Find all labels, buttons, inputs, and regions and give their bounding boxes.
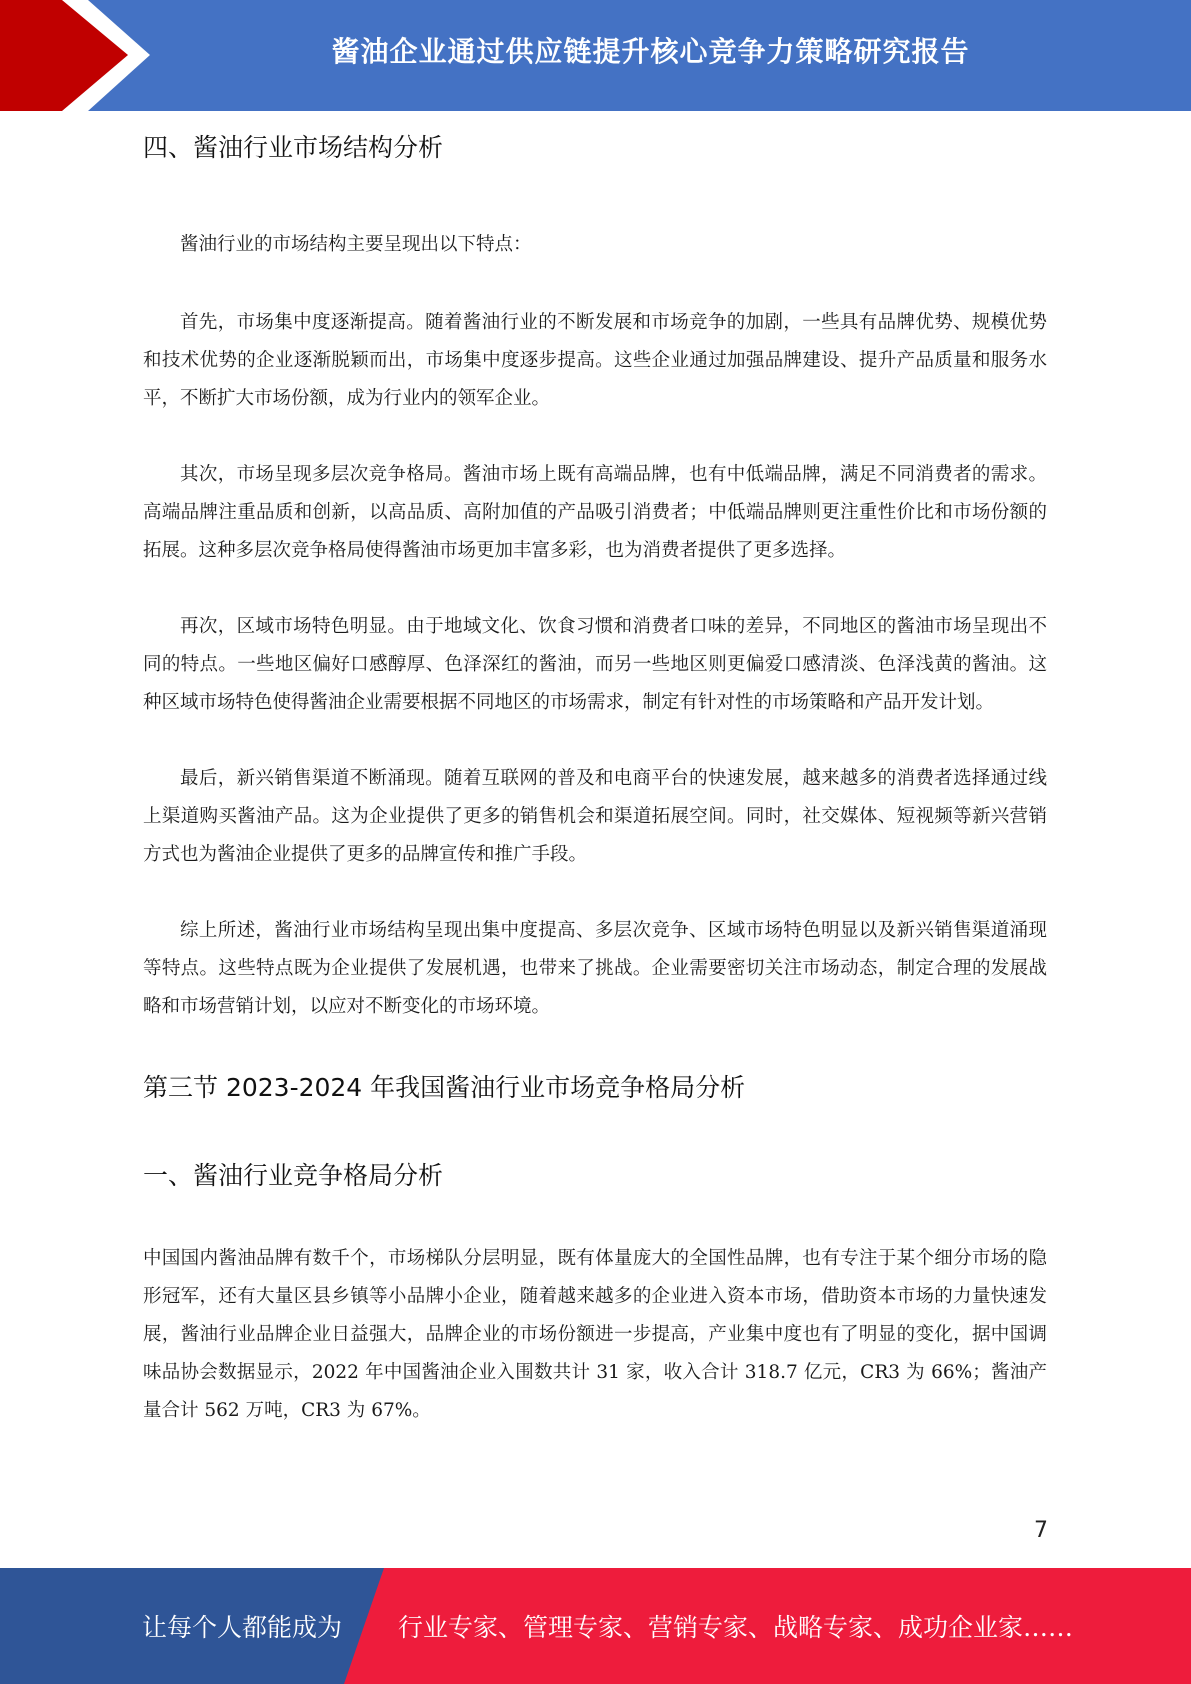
chapter-section-heading: 第三节 2023-2024 年我国酱油行业市场竞争格局分析 xyxy=(143,1073,746,1102)
section-heading: 四、酱油行业市场结构分析 xyxy=(143,133,444,162)
header-banner xyxy=(0,0,1191,111)
footer-banner xyxy=(0,1568,1191,1684)
report-title: 酱油企业通过供应链提升核心竞争力策略研究报告 xyxy=(331,35,970,68)
footer-slogan-left: 让每个人都能成为 xyxy=(142,1613,343,1642)
page-content xyxy=(143,128,1047,1430)
paragraph-last: 最后，新兴销售渠道不断涌现。随着互联网的普及和电商平台的快速发展，越来越多的消费者选择通过线上渠道购买酱油产品。这为企业提供了更多的销售机会和渠道拓展空间。同时，社交媒体、短视频等新兴营销方式也为酱油企业提供了更多的品牌宣传和推广手段。 xyxy=(143,768,1047,865)
page-number: 7 xyxy=(1034,1518,1048,1543)
paragraph-summary: 综上所述，酱油行业市场结构呈现出集中度提高、多层次竞争、区域市场特色明显以及新兴销售渠道涌现等特点。这些特点既为企业提供了发展机遇，也带来了挑战。企业需要密切关注市场动态，制定合理的发展战略和市场营销计划，以应对不断变化的市场环境。 xyxy=(143,920,1047,1017)
paragraph-second: 其次，市场呈现多层次竞争格局。酱油市场上既有高端品牌，也有中低端品牌，满足不同消费者的需求。高端品牌注重品质和创新，以高品质、高附加值的产品吸引消费者；中低端品牌则更注重性价比和市场份额的拓展。这种多层次竞争格局使得酱油市场更加丰富多彩，也为消费者提供了更多选择。 xyxy=(143,464,1047,561)
paragraph-first: 首先，市场集中度逐渐提高。随着酱油行业的不断发展和市场竞争的加剧，一些具有品牌优势、规模优势和技术优势的企业逐渐脱颖而出，市场集中度逐步提高。这些企业通过加强品牌建设、提升产品质量和服务水平，不断扩大市场份额，成为行业内的领军企业。 xyxy=(143,312,1047,409)
paragraph-third: 再次，区域市场特色明显。由于地域文化、饮食习惯和消费者口味的差异，不同地区的酱油市场呈现出不同的特点。一些地区偏好口感醇厚、色泽深红的酱油，而另一些地区则更偏爱口感清淡、色泽浅黄的酱油。这种区域市场特色使得酱油企业需要根据不同地区的市场需求，制定有针对性的市场策略和产品开发计划。 xyxy=(143,616,1047,713)
footer-slogan-right: 行业专家、管理专家、营销专家、战略专家、成功企业家…… xyxy=(398,1613,1074,1642)
subsection-heading: 一、酱油行业竞争格局分析 xyxy=(143,1161,444,1190)
paragraph-intro: 酱油行业的市场结构主要呈现出以下特点： xyxy=(180,234,532,255)
paragraph-competition: 中国国内酱油品牌有数千个，市场梯队分层明显，既有体量庞大的全国性品牌，也有专注于某个细分市场的隐形冠军，还有大量区县乡镇等小品牌小企业，随着越来越多的企业进入资本市场，借助资本市场的力量快速发展，酱油行业品牌企业日益强大，品牌企业的市场份额进一步提高，产业集中度也有了明显的变化，据中国调味品协会数据显示，2022 年中国酱油企业入围数共计 31 家，收入合计 318.7 亿元，CR3 为 66%；酱油产量合计 562 万吨，CR3 为 67%。 xyxy=(143,1248,1047,1421)
